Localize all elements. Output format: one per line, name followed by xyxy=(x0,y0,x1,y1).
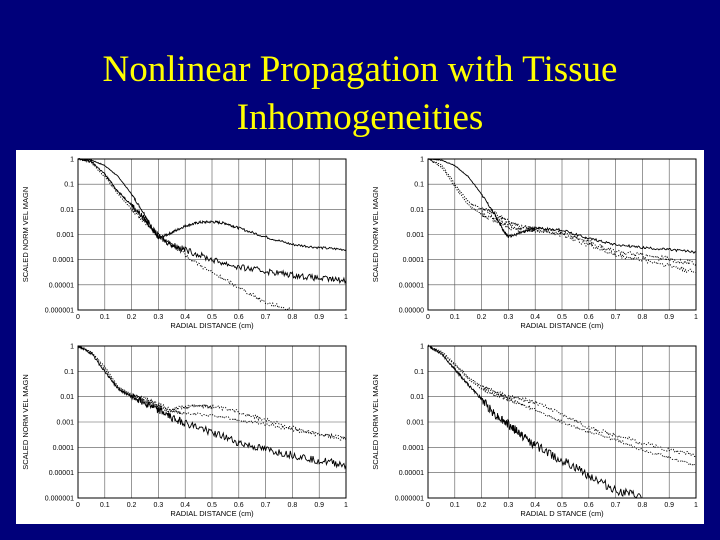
x-tick-label: 0.9 xyxy=(314,314,325,321)
y-tick-label: 0.00001 xyxy=(398,470,424,478)
chart-top-right xyxy=(371,157,698,331)
y-tick-label: 0.0001 xyxy=(402,257,424,265)
y-tick-label: 1 xyxy=(70,156,74,164)
x-tick-label: 0.8 xyxy=(637,314,648,321)
x-tick-label: 0.4 xyxy=(530,314,541,321)
y-tick-label: 1 xyxy=(420,343,424,351)
y-tick-label: 0.1 xyxy=(414,368,424,376)
chart-grid-figure xyxy=(16,150,704,524)
x-tick-label: 0.6 xyxy=(583,314,594,321)
x-axis-label: RADIAL DISTANCE (cm) xyxy=(520,321,604,330)
x-tick-label: 0.7 xyxy=(610,314,621,321)
y-axis-label: SCALED NORM VEL MAGN xyxy=(21,374,30,470)
y-tick-label: 0.1 xyxy=(64,368,74,376)
x-tick-label: 0.2 xyxy=(476,502,487,509)
chart-bottom-left xyxy=(21,344,348,519)
x-tick-label: 1 xyxy=(694,314,698,321)
x-tick-label: 0 xyxy=(76,314,80,321)
y-tick-label: 0.01 xyxy=(410,206,424,214)
x-tick-label: 0 xyxy=(76,502,80,509)
y-tick-label: 0.0001 xyxy=(402,444,424,452)
y-tick-label: 0.01 xyxy=(60,206,74,214)
y-tick-label: 0.001 xyxy=(56,232,74,239)
x-tick-label: 0.5 xyxy=(207,502,217,509)
chart-top-left xyxy=(21,157,348,331)
x-tick-label: 0.2 xyxy=(126,314,137,321)
y-tick-label: 0.000001 xyxy=(44,307,74,315)
x-tick-label: 0.6 xyxy=(583,502,594,509)
x-tick-label: 0.1 xyxy=(99,502,110,509)
x-tick-label: 1 xyxy=(344,314,348,321)
x-tick-label: 0 xyxy=(426,314,430,321)
title-line-2: Inhomogeneities xyxy=(236,97,484,138)
x-tick-label: 0.2 xyxy=(476,314,487,321)
x-tick-label: 0.5 xyxy=(557,502,567,509)
x-tick-label: 0.1 xyxy=(99,314,110,321)
y-tick-label: 0.1 xyxy=(414,181,424,189)
x-tick-label: 0.3 xyxy=(503,314,514,321)
y-tick-label: 0.01 xyxy=(60,394,74,402)
x-tick-label: 0.6 xyxy=(233,314,244,321)
figure-panel xyxy=(16,150,704,524)
y-tick-label: 0.000001 xyxy=(44,495,74,503)
x-axis-label: RADIAL D STANCE (cm) xyxy=(520,509,604,518)
x-tick-label: 0.4 xyxy=(530,502,541,509)
title-line-1: Nonlinear Propagation with Tissue xyxy=(102,49,618,90)
y-tick-label: 0.0001 xyxy=(52,444,74,452)
x-tick-label: 0.4 xyxy=(180,502,191,509)
x-tick-label: 0.8 xyxy=(287,502,298,509)
y-tick-label: 0.001 xyxy=(406,232,424,239)
x-axis-label: RADIAL DISTANCE (cm) xyxy=(170,509,254,518)
x-tick-label: 0.7 xyxy=(610,502,621,509)
x-tick-label: 0.3 xyxy=(503,502,514,509)
x-tick-label: 0.5 xyxy=(207,314,217,321)
y-tick-label: 0.000001 xyxy=(394,495,424,503)
x-tick-label: 0.7 xyxy=(260,502,271,509)
y-axis-label: SCALED NORM VEL MAGN xyxy=(371,374,380,470)
y-tick-label: 0.0001 xyxy=(52,257,74,265)
y-tick-label: 0.00001 xyxy=(48,282,74,290)
x-tick-label: 0.7 xyxy=(260,314,271,321)
x-tick-label: 0 xyxy=(426,502,430,509)
y-tick-label: 1 xyxy=(70,343,74,351)
y-tick-label: 0.00001 xyxy=(48,470,74,478)
x-tick-label: 0.5 xyxy=(557,314,567,321)
y-axis-label: SCALED NORM VEL MAGN xyxy=(371,186,380,283)
x-tick-label: 0.9 xyxy=(664,502,675,509)
x-tick-label: 0.1 xyxy=(449,502,460,509)
y-tick-label: 0.00000 xyxy=(398,307,424,315)
slide-title xyxy=(0,46,720,142)
chart-bottom-right xyxy=(371,344,698,519)
x-tick-label: 1 xyxy=(344,502,348,509)
y-tick-label: 0.00001 xyxy=(398,282,424,290)
x-tick-label: 0.3 xyxy=(153,502,164,509)
y-axis-label: SCALED NORM VEL MAGN xyxy=(21,186,30,283)
x-tick-label: 0.8 xyxy=(287,314,298,321)
y-tick-label: 0.1 xyxy=(64,181,74,189)
x-tick-label: 0.9 xyxy=(664,314,675,321)
x-tick-label: 0.4 xyxy=(180,314,191,321)
x-tick-label: 0.9 xyxy=(314,502,325,509)
x-tick-label: 0.1 xyxy=(449,314,460,321)
y-tick-label: 0.01 xyxy=(410,394,424,402)
y-tick-label: 0.001 xyxy=(406,419,424,427)
x-tick-label: 0.2 xyxy=(126,502,137,509)
x-axis-label: RADIAL DISTANCE (cm) xyxy=(170,321,254,330)
y-tick-label: 0.001 xyxy=(56,419,74,427)
x-tick-label: 0.3 xyxy=(153,314,164,321)
x-tick-label: 1 xyxy=(694,502,698,509)
y-tick-label: 1 xyxy=(420,156,424,164)
x-tick-label: 0.8 xyxy=(637,502,648,509)
x-tick-label: 0.6 xyxy=(233,502,244,509)
